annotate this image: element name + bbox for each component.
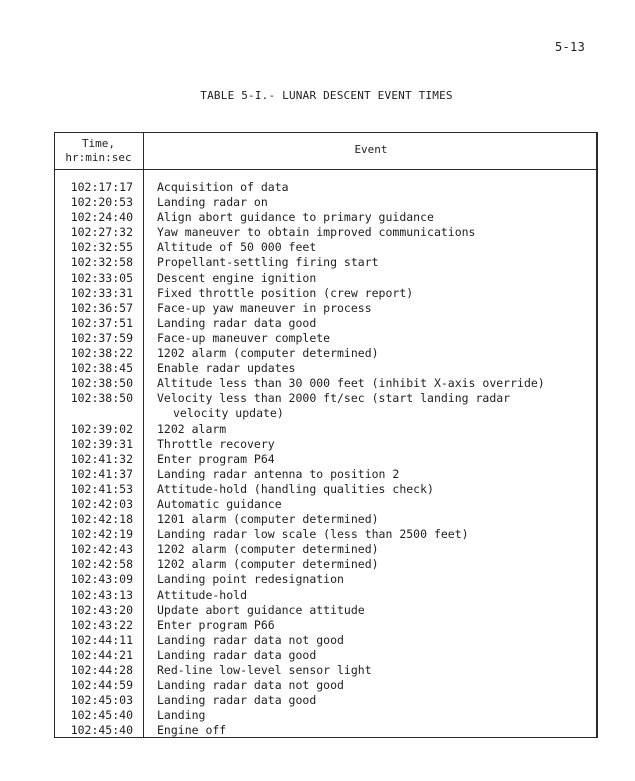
event-text-continuation: velocity update) [173, 406, 284, 421]
event-text: Landing radar data good [157, 315, 317, 330]
event-text: Landing radar data not good [157, 678, 344, 693]
event-description [143, 195, 598, 210]
event-text: Face-up yaw maneuver in process [157, 300, 372, 315]
table-row [54, 286, 598, 301]
table-row [54, 331, 598, 346]
table-row [54, 210, 598, 225]
event-description [143, 708, 598, 723]
event-text: Acquisition of data [157, 180, 289, 194]
event-time: 102:32:55 [70, 240, 133, 255]
event-time: 102:41:32 [70, 451, 133, 466]
header-divider [54, 169, 598, 170]
event-description [143, 527, 598, 542]
event-time: 102:45:40 [70, 723, 133, 738]
event-description [143, 346, 598, 361]
event-description [143, 391, 598, 421]
event-text: Landing radar low scale (less than 2500 feet) [157, 527, 469, 542]
event-time: 102:27:32 [70, 225, 133, 240]
event-text: Red-line low-level sensor light [157, 663, 372, 677]
header-time-line1: Time, [81, 137, 116, 150]
event-text: Landing radar data good [157, 693, 317, 708]
table-row [54, 301, 598, 316]
table-row [54, 648, 598, 663]
event-description [143, 361, 598, 376]
table-row [54, 195, 598, 210]
table-row [54, 467, 598, 482]
event-text: Altitude of 50 000 feet [157, 240, 317, 255]
event-description [143, 557, 598, 572]
table-body [54, 180, 598, 738]
table-row [54, 557, 598, 572]
event-text: Landing radar on [157, 195, 268, 210]
event-description [143, 618, 598, 633]
event-time: 102:45:40 [70, 708, 133, 723]
event-time: 102:43:22 [70, 617, 133, 632]
event-time: 102:32:58 [70, 255, 133, 270]
table-row [54, 437, 598, 452]
event-time: 102:39:02 [70, 421, 133, 436]
table-row [54, 663, 598, 678]
event-time: 102:42:18 [70, 512, 133, 527]
header-time-line2: hr:min:sec [65, 151, 132, 164]
event-description [143, 437, 598, 452]
event-description [143, 180, 598, 195]
event-description [143, 452, 598, 467]
event-time: 102:42:43 [70, 542, 133, 557]
event-text: Fixed throttle position (crew report) [157, 285, 414, 300]
table-row [54, 618, 598, 633]
table-row [54, 708, 598, 723]
event-time: 102:37:51 [70, 315, 133, 330]
table-row [54, 271, 598, 286]
event-time: 102:44:21 [70, 647, 133, 662]
event-description [143, 603, 598, 618]
event-time: 102:42:19 [70, 527, 133, 542]
event-description [143, 225, 598, 240]
event-text: 1202 alarm (computer determined) [157, 557, 379, 572]
event-text: Landing point redesignation [157, 572, 344, 587]
event-description [143, 286, 598, 301]
event-time: 102:37:59 [70, 330, 133, 345]
event-description [143, 255, 598, 270]
event-time: 102:42:03 [70, 496, 133, 511]
table-row [54, 346, 598, 361]
column-header-event: Event [354, 143, 388, 156]
table-title: TABLE 5-I.- LUNAR DESCENT EVENT TIMES [200, 89, 453, 102]
event-time: 102:38:50 [70, 391, 133, 406]
table-row [54, 497, 598, 512]
event-time: 102:24:40 [70, 210, 133, 225]
page-number: 5-13 [555, 40, 586, 54]
event-description [143, 693, 598, 708]
table-row [54, 542, 598, 557]
table-row [54, 255, 598, 270]
event-text: Enter program P64 [157, 451, 275, 466]
event-time: 102:43:13 [70, 587, 133, 602]
event-description [143, 542, 598, 557]
table-row [54, 633, 598, 648]
event-description [143, 376, 598, 391]
event-text: Engine off [157, 723, 227, 738]
event-description [143, 210, 598, 225]
event-time: 102:38:22 [70, 346, 133, 361]
table-row [54, 422, 598, 437]
event-text: Automatic guidance [157, 496, 282, 511]
event-description [143, 497, 598, 512]
event-text: Attitude-hold [157, 587, 248, 602]
event-time: 102:39:31 [70, 436, 133, 451]
table-row [54, 572, 598, 587]
event-text: Enter program P66 [157, 617, 275, 632]
event-description [143, 271, 598, 286]
event-description [143, 663, 598, 678]
event-time: 102:33:31 [70, 285, 133, 300]
event-description [143, 467, 598, 482]
event-text: Landing radar data good [157, 647, 317, 662]
event-text: Enable radar updates [157, 361, 296, 376]
event-time: 102:41:53 [70, 481, 133, 496]
table-row [54, 361, 598, 376]
event-description [143, 422, 598, 437]
event-time: 102:44:28 [70, 663, 133, 677]
event-text: Throttle recovery [157, 436, 275, 451]
event-description [143, 723, 598, 738]
event-text: Descent engine ignition [157, 270, 317, 285]
event-text: Update abort guidance attitude [157, 602, 365, 617]
table-row [54, 376, 598, 391]
event-text: Altitude less than 30 000 feet (inhibit X-axis override) [157, 376, 545, 391]
event-time: 102:43:09 [70, 572, 133, 587]
event-time: 102:44:59 [70, 678, 133, 693]
event-description [143, 633, 598, 648]
table-row [54, 527, 598, 542]
event-time: 102:41:37 [70, 466, 133, 481]
event-text: Attitude-hold (handling qualities check) [157, 481, 434, 496]
table-row [54, 482, 598, 497]
event-text: Velocity less than 2000 ft/sec (start landing radar [157, 391, 511, 406]
event-text: 1201 alarm (computer determined) [157, 512, 379, 527]
event-time: 102:44:11 [70, 632, 133, 647]
event-text: 1202 alarm [157, 421, 227, 436]
event-description [143, 240, 598, 255]
event-description [143, 512, 598, 527]
event-text: Landing [157, 708, 206, 723]
table-row [54, 391, 598, 421]
event-description [143, 588, 598, 603]
column-header-time [54, 137, 143, 165]
event-time: 102:45:03 [70, 693, 133, 708]
event-time: 102:17:17 [70, 180, 133, 194]
table-row [54, 678, 598, 693]
event-description [143, 316, 598, 331]
table-row [54, 225, 598, 240]
event-text: Propellant-settling firing start [157, 255, 379, 270]
table-row [54, 180, 598, 195]
table-row [54, 723, 598, 738]
event-description [143, 301, 598, 316]
event-text: Align abort guidance to primary guidance [157, 210, 434, 225]
table-row [54, 452, 598, 467]
event-text: Landing radar data not good [157, 632, 344, 647]
event-time: 102:38:50 [70, 376, 133, 391]
table-row [54, 693, 598, 708]
table-row [54, 588, 598, 603]
event-time: 102:38:45 [70, 361, 133, 376]
event-text: Yaw maneuver to obtain improved communications [157, 225, 476, 240]
table-row [54, 316, 598, 331]
event-description [143, 331, 598, 346]
event-time: 102:36:57 [70, 300, 133, 315]
event-text: Landing radar antenna to position 2 [157, 466, 400, 481]
event-description [143, 678, 598, 693]
event-text: 1202 alarm (computer determined) [157, 542, 379, 557]
event-text: Face-up maneuver complete [157, 330, 331, 345]
event-time: 102:20:53 [70, 195, 133, 210]
table-row [54, 512, 598, 527]
event-time: 102:33:05 [70, 270, 133, 285]
event-time: 102:43:20 [70, 602, 133, 617]
event-description [143, 572, 598, 587]
table-row [54, 240, 598, 255]
table-row [54, 603, 598, 618]
event-description [143, 482, 598, 497]
event-time: 102:42:58 [70, 557, 133, 572]
event-description [143, 648, 598, 663]
event-text: 1202 alarm (computer determined) [157, 346, 379, 361]
